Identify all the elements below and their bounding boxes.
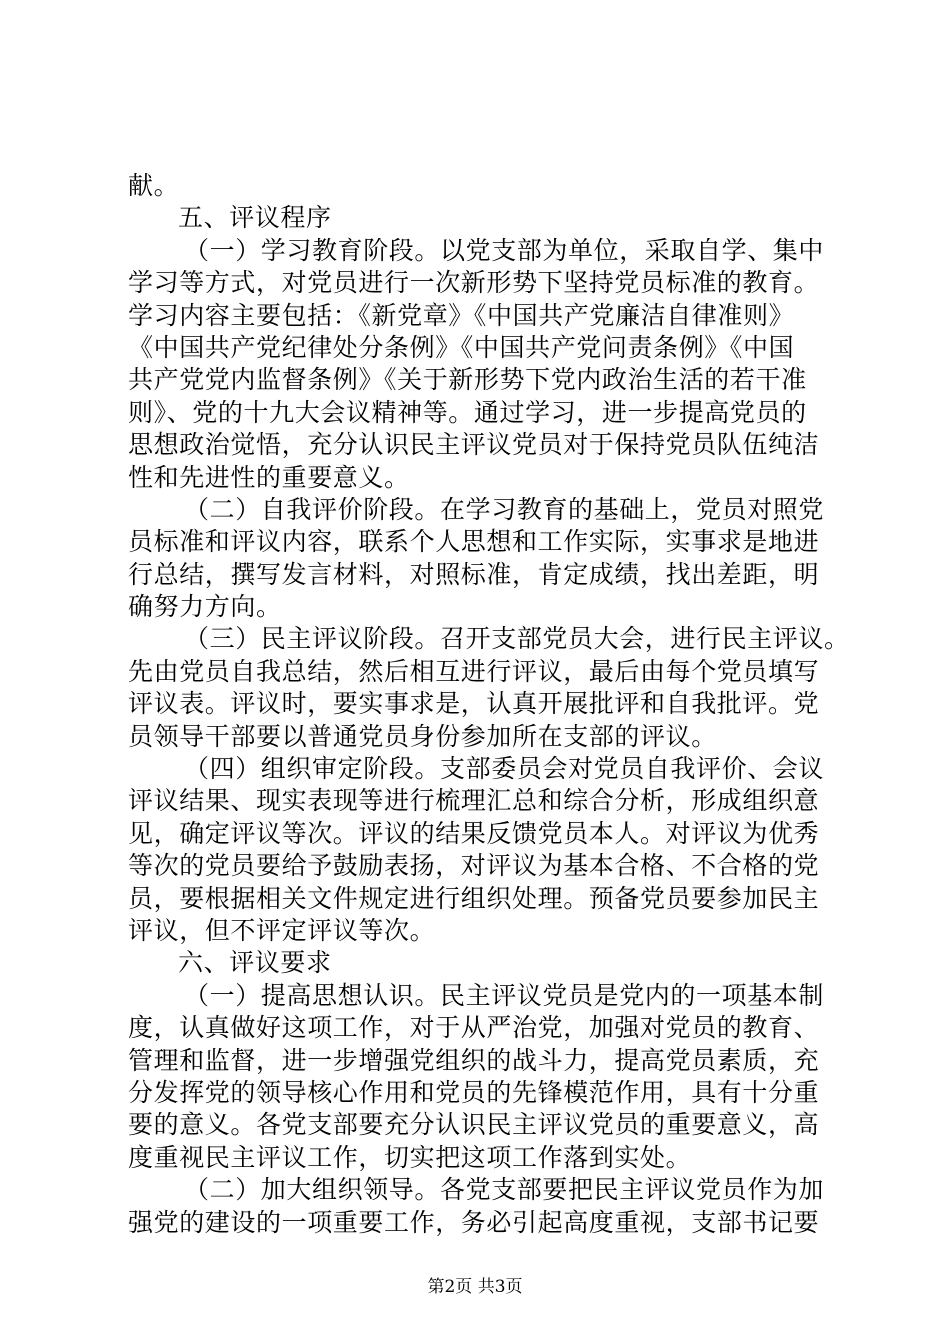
text-line: 评议结果、现实表现等进行梳理汇总和综合分析，形成组织意 <box>128 786 820 816</box>
text-line: 思想政治觉悟，充分认识民主评议党员对于保持党员队伍纯洁 <box>128 430 820 460</box>
page-footer: 第2页 共3页 <box>427 1277 523 1297</box>
text-line: 员领导干部要以普通党员身份参加所在支部的评议。 <box>128 721 717 751</box>
text-line: 度重视民主评议工作，切实把这项工作落到实处。 <box>128 1142 692 1172</box>
text-line: 先由党员自我总结，然后相互进行评议，最后由每个党员填写 <box>128 656 820 686</box>
text-line: 管理和监督，进一步增强党组织的战斗力，提高党员素质，充 <box>128 1045 820 1075</box>
text-line: （一）学习教育阶段。以党支部为单位，采取自学、集中 <box>184 235 825 265</box>
text-line: 共产党党内监督条例》《关于新形势下党内政治生活的若干准 <box>128 365 807 395</box>
text-line: 分发挥党的领导核心作用和党员的先锋模范作用，具有十分重 <box>128 1077 820 1107</box>
text-line: （一）提高思想认识。民主评议党员是党内的一项基本制 <box>184 980 825 1010</box>
text-line: 等次的党员要给予鼓励表扬，对评议为基本合格、不合格的党 <box>128 851 820 881</box>
text-line: 员标准和评议内容，联系个人思想和工作实际，实事求是地进 <box>128 527 820 557</box>
text-line: 评议，但不评定评议等次。 <box>128 915 436 945</box>
text-line: 行总结，撰写发言材料，对照标准，肯定成绩，找出差距，明 <box>128 559 820 589</box>
text-line: 《中国共产党纪律处分条例》《中国共产党问责条例》《中国 <box>128 332 795 362</box>
text-line: 确努力方向。 <box>128 592 282 622</box>
text-line: 学习等方式，对党员进行一次新形势下坚持党员标准的教育。 <box>128 268 820 298</box>
text-line: 学习内容主要包括：《新党章》《中国共产党廉洁自律准则》 <box>128 300 795 330</box>
text-line: （二）自我评价阶段。在学习教育的基础上，党员对照党 <box>184 494 825 524</box>
text-line: （四）组织审定阶段。支部委员会对党员自我评价、会议 <box>184 754 825 784</box>
text-line: 要的意义。各党支部要充分认识民主评议党员的重要意义，高 <box>128 1110 820 1140</box>
text-line: 五、评议程序 <box>178 203 332 233</box>
text-line: （三）民主评议阶段。召开支部党员大会，进行民主评议。 <box>184 624 850 654</box>
text-line: 强党的建设的一项重要工作，务必引起高度重视，支部书记要 <box>128 1207 820 1237</box>
document-body <box>128 170 850 1239</box>
text-line: （二）加大组织领导。各党支部要把民主评议党员作为加 <box>184 1175 825 1205</box>
text-line: 度，认真做好这项工作，对于从严治党，加强对党员的教育、 <box>128 1013 820 1043</box>
text-line: 性和先进性的重要意义。 <box>128 462 410 492</box>
text-line: 六、评议要求 <box>178 948 332 978</box>
text-line: 献。 <box>128 171 180 200</box>
text-line: 见，确定评议等次。评议的结果反馈党员本人。对评议为优秀 <box>128 818 820 848</box>
text-line: 评议表。评议时，要实事求是，认真开展批评和自我批评。党 <box>128 689 820 719</box>
text-line: 员，要根据相关文件规定进行组织处理。预备党员要参加民主 <box>128 883 820 913</box>
text-line: 则》、党的十九大会议精神等。通过学习，进一步提高党员的 <box>128 397 807 427</box>
